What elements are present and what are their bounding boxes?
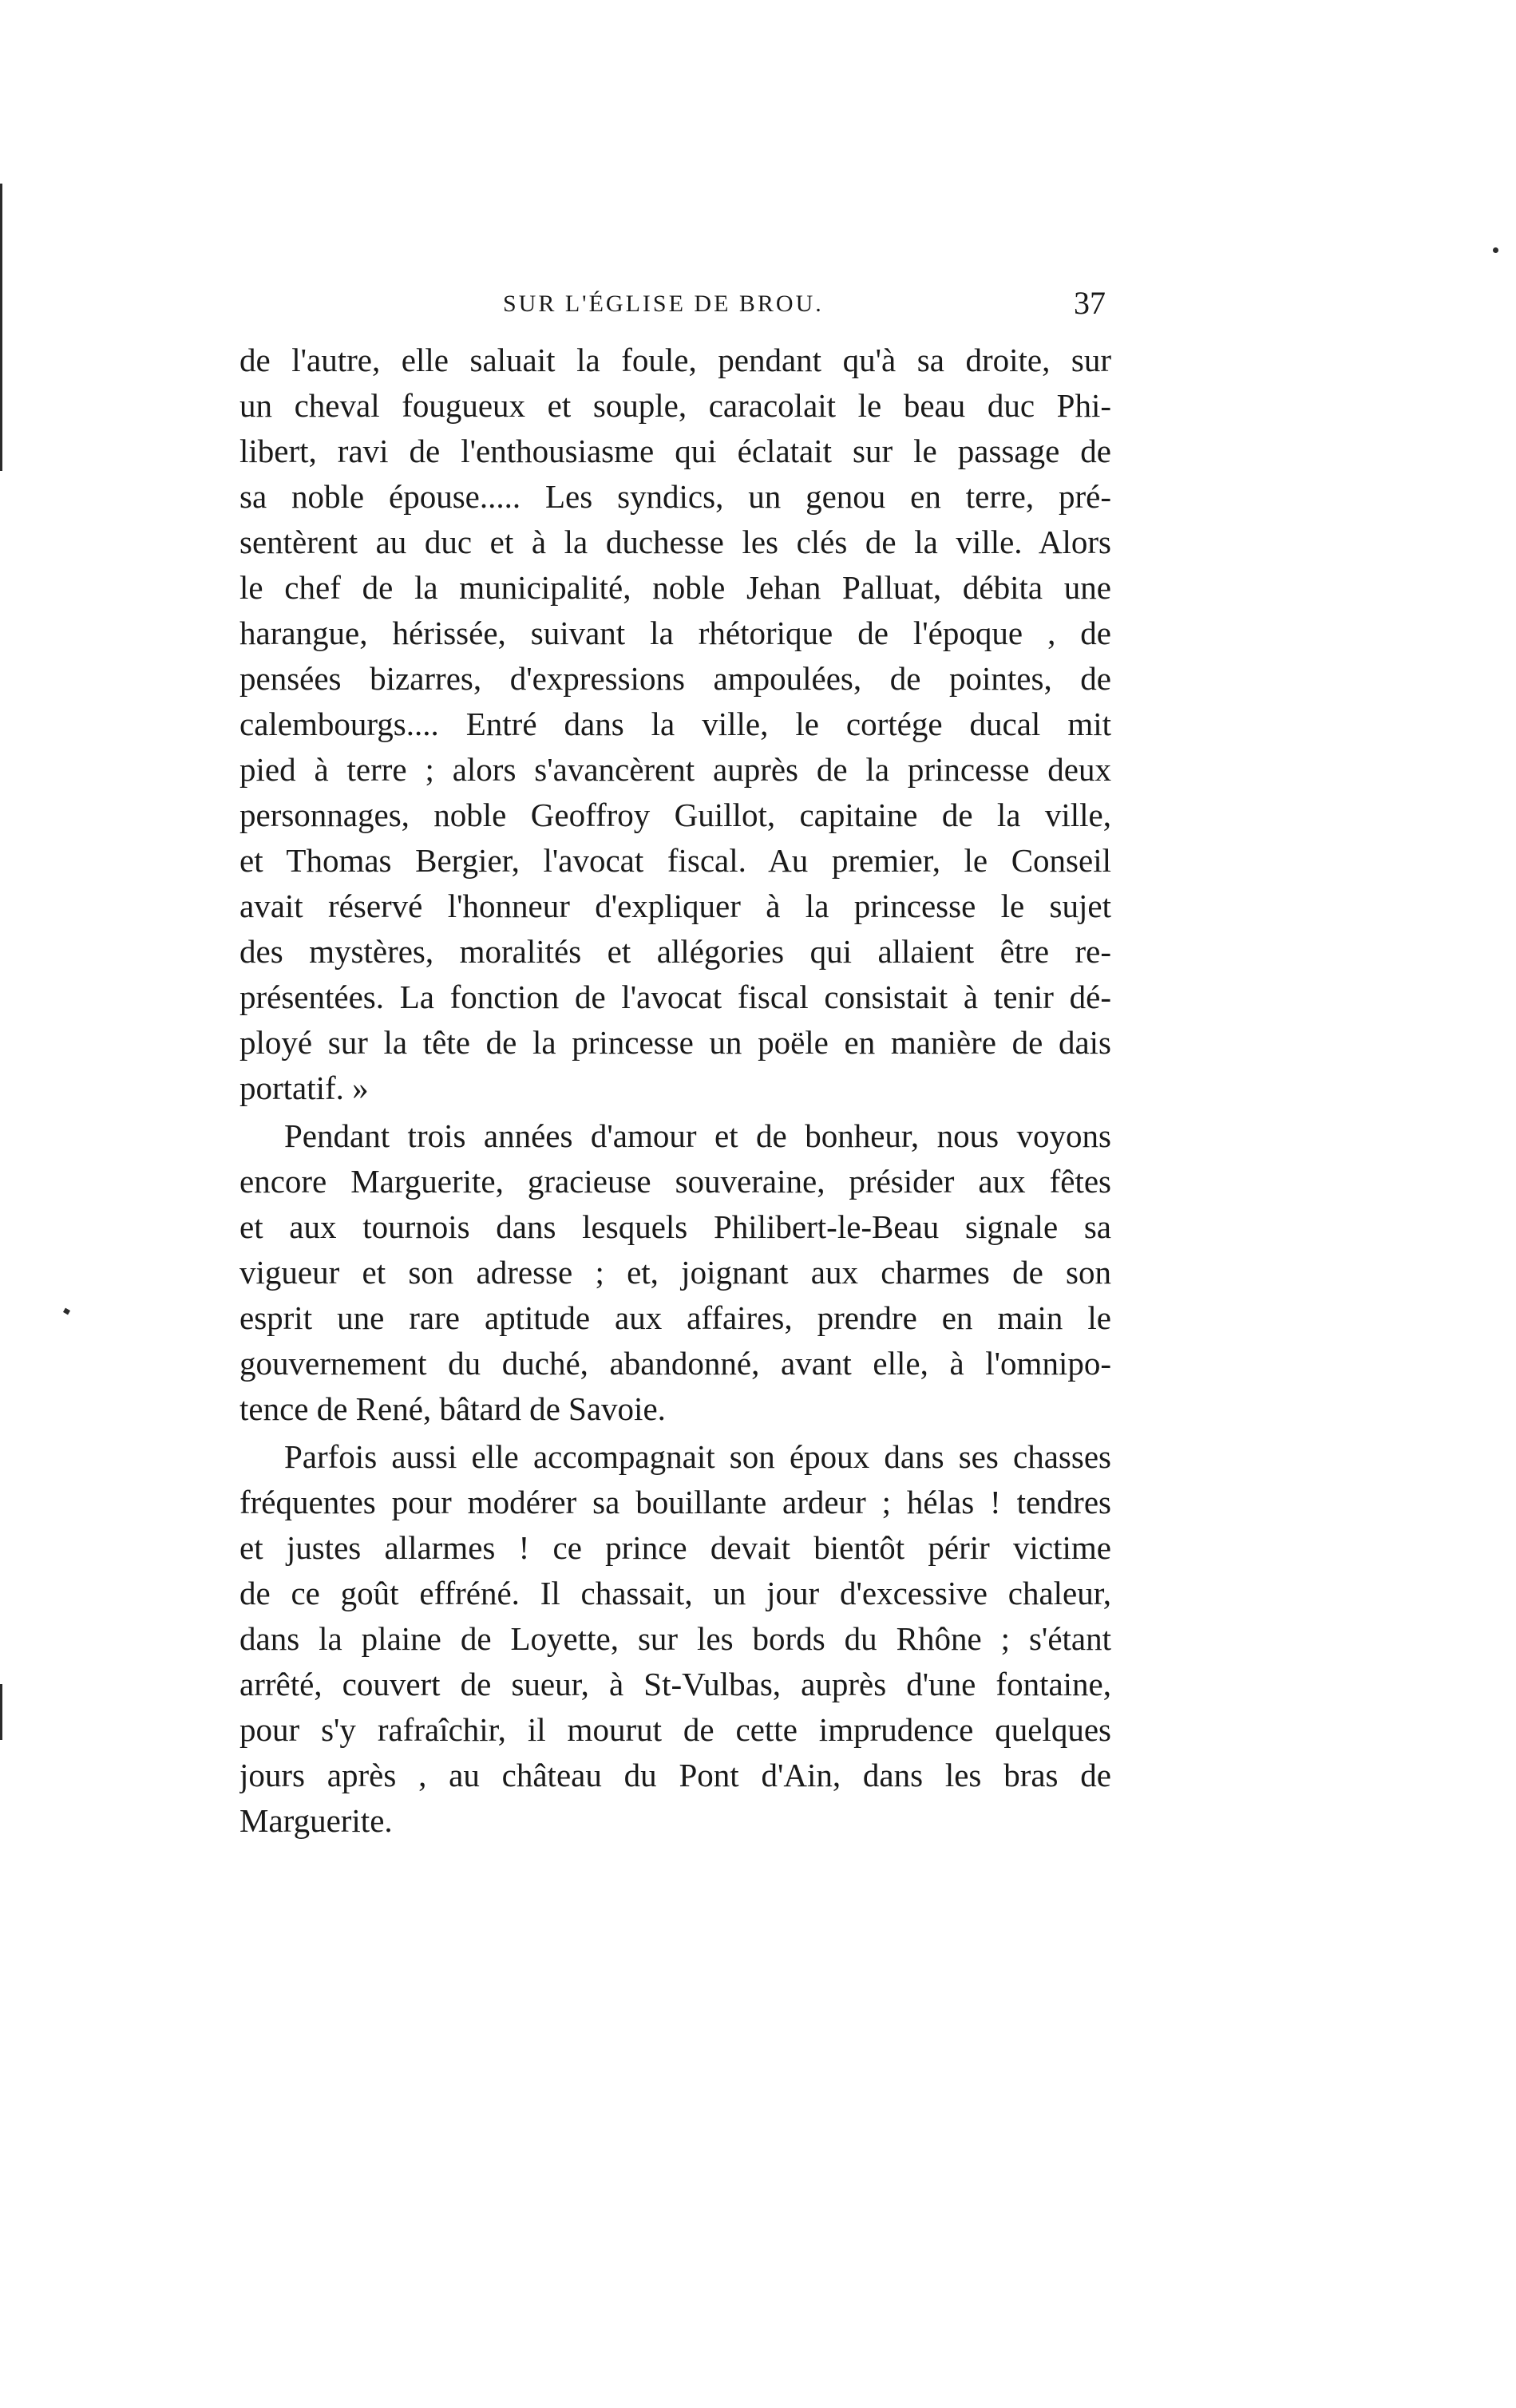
text-line: jours après , au château du Pont d'Ain, dans les bras de — [239, 1757, 1111, 1793]
page-number: 37 — [1074, 285, 1106, 321]
scan-edge-mark — [0, 1684, 2, 1740]
text-line: portatif. » — [239, 1070, 369, 1106]
text-line: Parfois aussi elle accompagnait son époux dans ses chasses — [284, 1438, 1111, 1475]
paragraph — [239, 1434, 1111, 1844]
scan-edge-mark — [0, 184, 2, 471]
paragraph — [239, 338, 1111, 1111]
body-text — [239, 338, 1111, 1844]
text-line: arrêté, couvert de sueur, à St-Vulbas, auprès d'une fontaine, — [239, 1666, 1111, 1702]
text-line: calembourgs.... Entré dans la ville, le cortége ducal mit — [239, 706, 1111, 742]
text-line: personnages, noble Geoffroy Guillot, capitaine de la ville, — [239, 797, 1111, 833]
paragraph — [239, 1113, 1111, 1432]
text-line: sentèrent au duc et à la duchesse les clés de la ville. Alors — [239, 524, 1111, 560]
text-line: gouvernement du duché, abandonné, avant elle, à l'omnipo- — [239, 1345, 1111, 1382]
page-header — [247, 284, 1106, 332]
text-line: pour s'y rafraîchir, il mourut de cette imprudence quelques — [239, 1711, 1111, 1748]
text-line: sa noble épouse..... Les syndics, un genou en terre, pré- — [239, 478, 1111, 515]
text-line: et aux tournois dans lesquels Philibert-le-Beau signale sa — [239, 1208, 1111, 1245]
text-line: encore Marguerite, gracieuse souveraine, présider aux fêtes — [239, 1163, 1111, 1200]
text-line: vigueur et son adresse ; et, joignant aux charmes de son — [239, 1254, 1111, 1291]
text-line: un cheval fougueux et souple, caracolait le beau duc Phi- — [239, 387, 1111, 424]
text-line: tence de René, bâtard de Savoie. — [239, 1390, 666, 1427]
text-line: et justes allarmes ! ce prince devait bientôt périr victime — [239, 1529, 1111, 1566]
running-head: SUR L'ÉGLISE DE BROU. — [503, 291, 824, 317]
text-line: présentées. La fonction de l'avocat fiscal consistait à tenir dé- — [239, 979, 1111, 1015]
text-line: pensées bizarres, d'expressions ampoulées, de pointes, de — [239, 660, 1111, 697]
text-line: de ce goût effréné. Il chassait, un jour d'excessive chaleur, — [239, 1575, 1111, 1611]
text-line: des mystères, moralités et allégories qui allaient être re- — [239, 933, 1111, 970]
scan-edge-mark — [63, 1308, 70, 1315]
text-line: Pendant trois années d'amour et de bonheur, nous voyons — [284, 1117, 1111, 1154]
text-line: de l'autre, elle saluait la foule, pendant qu'à sa droite, sur — [239, 342, 1111, 378]
text-line: et Thomas Bergier, l'avocat fiscal. Au premier, le Conseil — [239, 842, 1111, 879]
text-line: le chef de la municipalité, noble Jehan Palluat, débita une — [239, 569, 1111, 606]
scan-edge-mark — [1493, 247, 1498, 253]
text-line: ployé sur la tête de la princesse un poële en manière de dais — [239, 1024, 1111, 1061]
text-line: harangue, hérissée, suivant la rhétorique de l'époque , de — [239, 615, 1111, 651]
text-line: fréquentes pour modérer sa bouillante ardeur ; hélas ! tendres — [239, 1484, 1111, 1520]
text-line: pied à terre ; alors s'avancèrent auprès de la princesse deux — [239, 751, 1111, 788]
text-line: avait réservé l'honneur d'expliquer à la princesse le sujet — [239, 888, 1111, 924]
text-line: libert, ravi de l'enthousiasme qui éclatait sur le passage de — [239, 433, 1111, 469]
text-line: esprit une rare aptitude aux affaires, prendre en main le — [239, 1299, 1111, 1336]
text-line: dans la plaine de Loyette, sur les bords du Rhône ; s'étant — [239, 1620, 1111, 1657]
text-line: Marguerite. — [239, 1802, 393, 1839]
